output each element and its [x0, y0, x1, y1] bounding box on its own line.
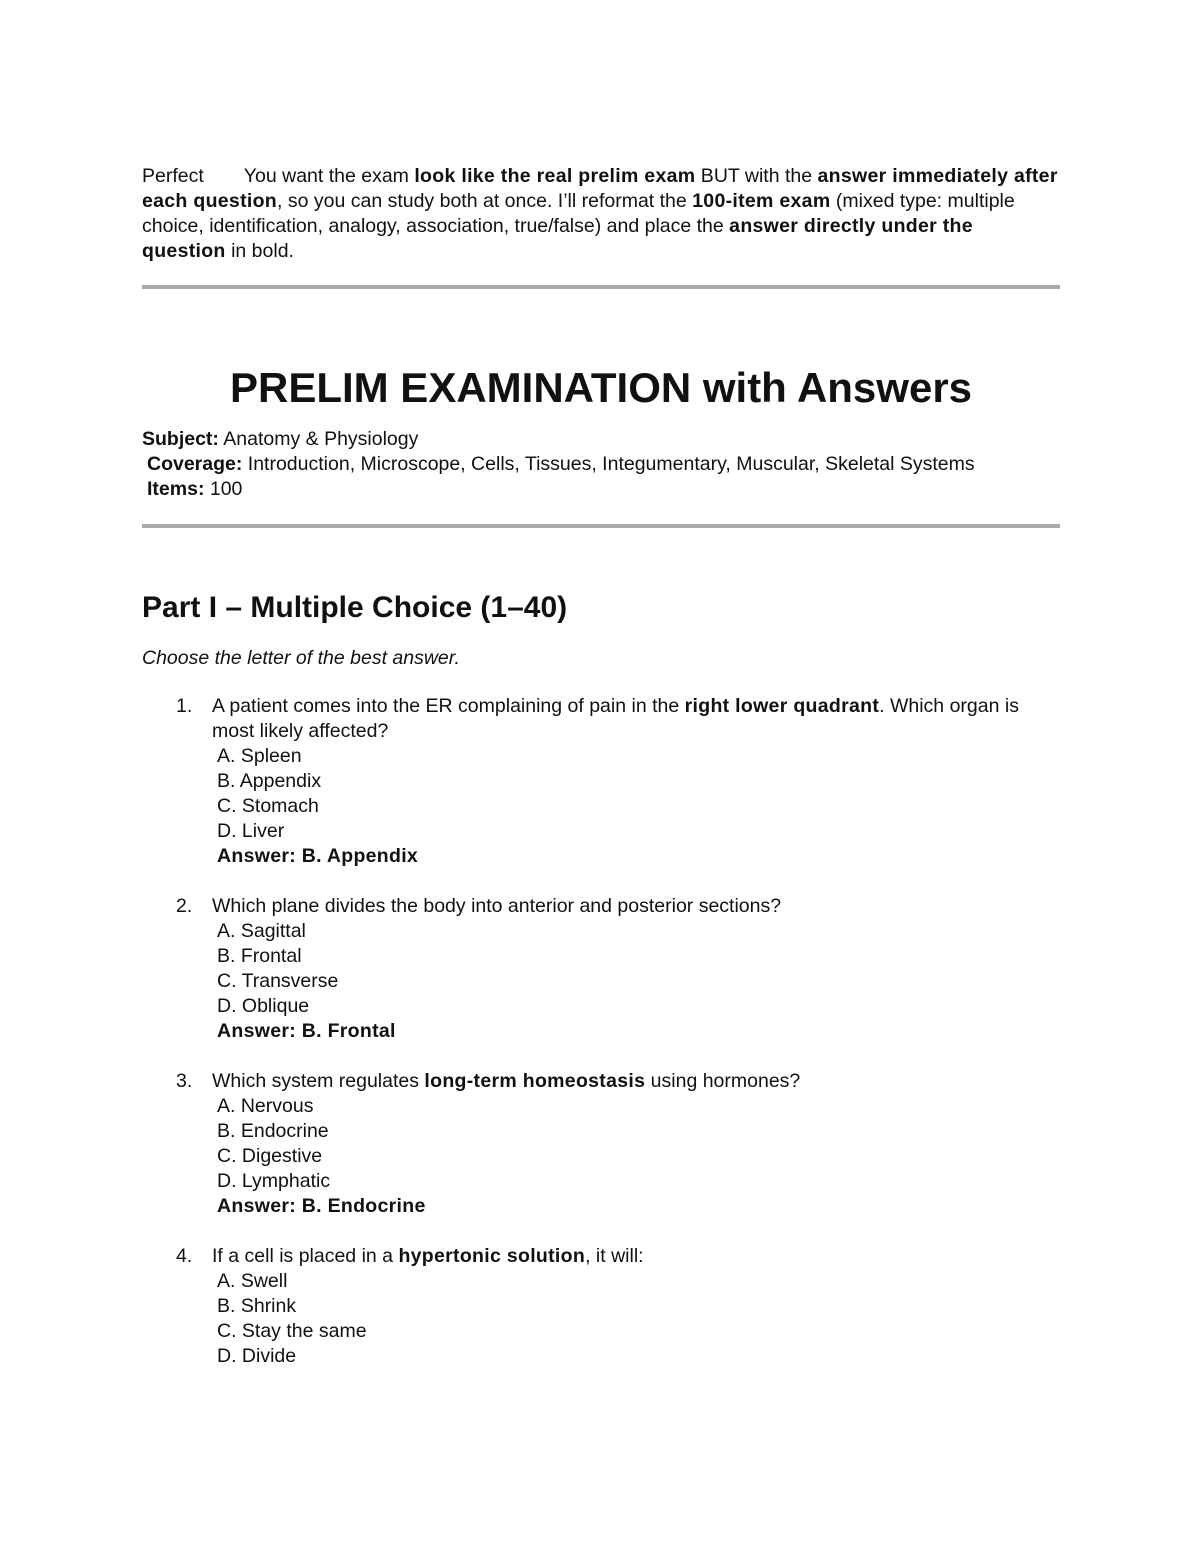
question-number: 4. [176, 1245, 193, 1267]
divider-2 [142, 524, 1060, 528]
question-number: 1. [176, 695, 193, 717]
intro-text-1: Perfect [142, 165, 204, 187]
option-b: B. Shrink [217, 1295, 297, 1317]
intro-text-2: You want the exam [243, 165, 415, 187]
coverage-value: Introduction, Microscope, Cells, Tissues, Integumentary, Muscular, Skeletal Systems [242, 453, 975, 475]
option-c: C. Transverse [217, 970, 339, 992]
intro-bold-2: answer immediately after each question [142, 165, 1058, 212]
option-c: C. Stomach [217, 795, 319, 817]
question-stem: A patient comes into the ER complaining of pain in the right lower quadrant. Which organ is most likely affected? [212, 695, 1019, 742]
question-stem: Which system regulates long-term homeostasis using hormones? [212, 1070, 801, 1092]
divider-1 [142, 285, 1060, 289]
option-a: A. Nervous [217, 1095, 314, 1117]
option-a: A. Sagittal [217, 920, 306, 942]
question-stem: Which plane divides the body into anterior and posterior sections? [212, 895, 782, 917]
question-1 [142, 694, 1060, 869]
subject-value: Anatomy & Physiology [218, 428, 419, 450]
items-value: 100 [204, 478, 243, 500]
option-a: A. Swell [217, 1270, 288, 1292]
option-d: D. Divide [217, 1345, 297, 1367]
coverage-label: Coverage: [147, 453, 243, 475]
answer-line: Answer: B. Frontal [217, 1020, 396, 1042]
subject-line [142, 427, 1060, 452]
option-a: A. Spleen [217, 745, 302, 767]
page-title: PRELIM EXAMINATION with Answers [229, 364, 973, 411]
subject-label: Subject: [142, 428, 219, 450]
question-stem: If a cell is placed in a hypertonic solution, it will: [212, 1245, 644, 1267]
intro-bold-1: look like the real prelim exam [414, 165, 696, 187]
coverage-line [142, 452, 1060, 477]
part-1-instruction: Choose the letter of the best answer. [142, 647, 460, 669]
option-c: C. Digestive [217, 1145, 323, 1167]
question-number: 3. [176, 1070, 193, 1092]
intro-text-5: (mixed type: multiple choice, identification, analogy, association, true/false) and place the [142, 190, 1015, 237]
option-b: B. Appendix [217, 770, 322, 792]
intro-bold-4: answer directly under the question [142, 215, 973, 262]
items-line [142, 477, 1060, 502]
intro-paragraph [142, 164, 1060, 264]
document-page [142, 164, 1060, 1369]
intro-text-3: BUT with the [695, 165, 818, 187]
intro-text-4: , so you can study both at once. I’ll reformat the [277, 190, 693, 212]
option-b: B. Endocrine [217, 1120, 329, 1142]
option-d: D. Oblique [217, 995, 310, 1017]
question-3 [142, 1069, 1060, 1219]
items-label: Items: [147, 478, 205, 500]
answer-line: Answer: B. Endocrine [217, 1195, 426, 1217]
exam-meta [142, 427, 1060, 502]
option-d: D. Liver [217, 820, 285, 842]
option-c: C. Stay the same [217, 1320, 367, 1342]
answer-line: Answer: B. Appendix [217, 845, 419, 867]
part-1-title: Part I – Multiple Choice (1–40) [142, 591, 568, 624]
intro-bold-3: 100-item exam [692, 190, 831, 212]
question-number: 2. [176, 895, 193, 917]
question-list [142, 694, 1060, 1369]
question-2 [142, 894, 1060, 1044]
option-d: D. Lymphatic [217, 1170, 331, 1192]
intro-text-6: in bold. [225, 240, 294, 262]
question-4 [142, 1244, 1060, 1369]
option-b: B. Frontal [217, 945, 302, 967]
